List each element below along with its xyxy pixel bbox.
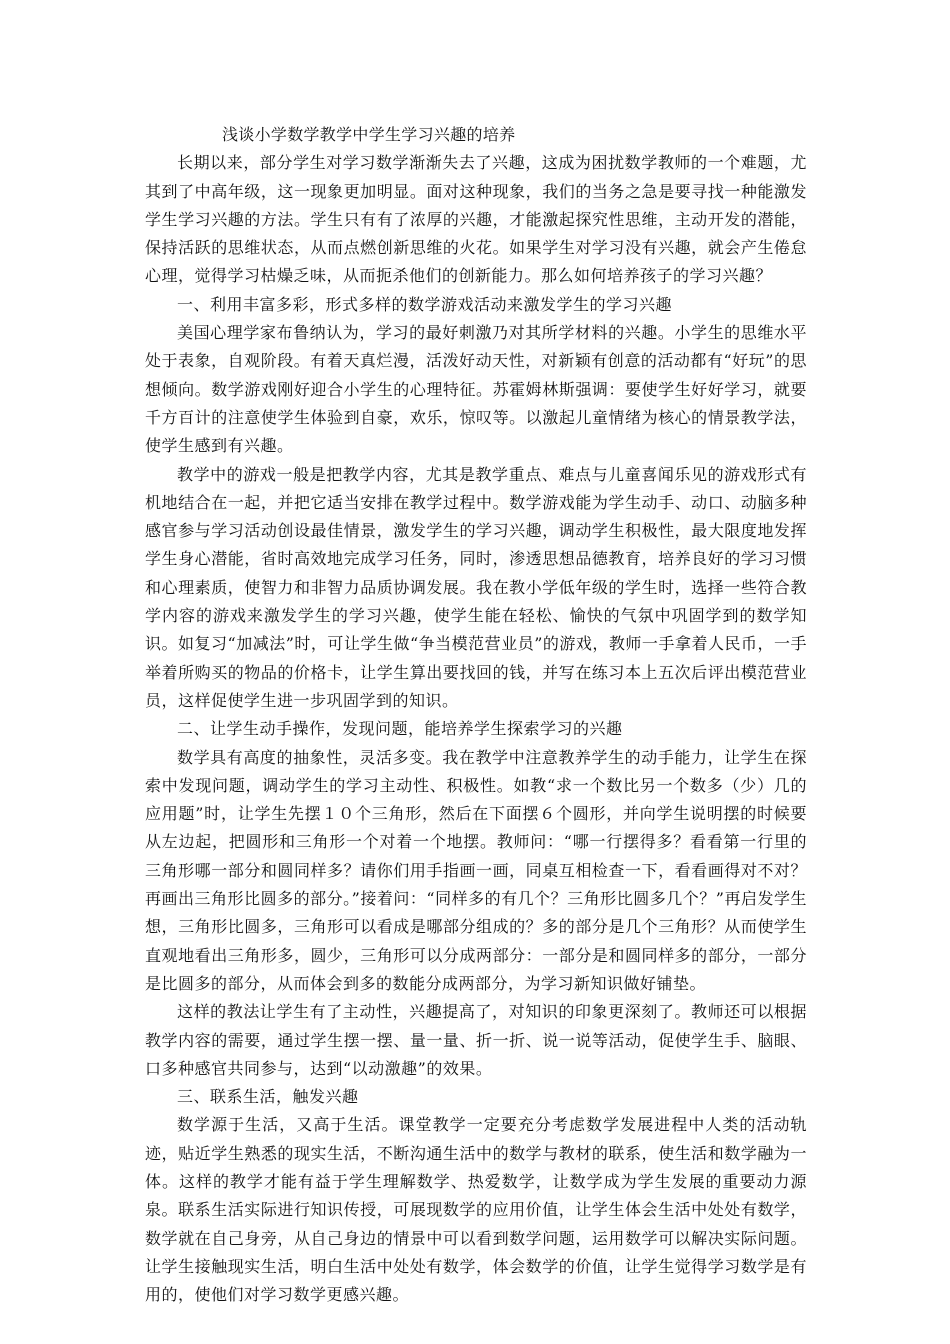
intro-paragraph: 长期以来，部分学生对学习数学渐渐失去了兴趣，这成为困扰数学教师的一个难题，尤其到了中高年级，这一现象更加明显。面对这种现象，我们的当务之急是要寻找一种能激发学生学习兴趣的方法。学生只有有了浓厚的兴趣，才能激起探究性思维，主动开发的潜能，保持活跃的思维状态，从而点燃创新思维的火花。如果学生对学习没有兴趣，就会产生倦怠心理，觉得学习枯燥乏味，从而扼杀他们的创新能力。那么如何培养孩子的学习兴趣？ (145, 153, 807, 286)
section-1-paragraph-1: 美国心理学家布鲁纳认为，学习的最好刺激乃对其所学材料的兴趣。小学生的思维水平处于表象，自观阶段。有着天真烂漫，活泼好动天性，对新颖有创意的活动都有“好玩”的思想倾向。数学游戏刚好迎合小学生的心理特征。苏霍姆林斯强调：要使学生好好学习，就要千方百计的注意使学生体验到自豪，欢乐，惊叹等。以激起儿童情绪为核心的情景教学法，使学生感到有兴趣。 (145, 323, 807, 456)
section-heading-1: 一、利用丰富多彩，形式多样的数学游戏活动来激发学生的学习兴趣 (177, 294, 673, 314)
section-heading-2: 二、让学生动手操作，发现问题，能培养学生探索学习的兴趣 (177, 719, 623, 739)
document-page (145, 121, 807, 1309)
section-3-paragraph-1: 数学源于生活，又高于生活。课堂教学一定要充分考虑数学发展进程中人类的活动轨迹，贴近学生熟悉的现实生活，不断沟通生活中的数学与教材的联系，使生活和数学融为一体。这样的教学才能有益于学生理解数学、热爱数学，让数学成为学生发展的重要动力源泉。联系生活实际进行知识传授，可展现数学的应用价值，让学生体会生活中处处有数学，数学就在自己身旁，从自己身边的情景中可以看到数学问题，运用数学可以解决实际问题。让学生接触现实生活，明白生活中处处有数学，体会数学的价值，让学生觉得学习数学是有用的，使他们对学习数学更感兴趣。 (145, 1115, 807, 1305)
section-heading-3: 三、联系生活，触发兴趣 (177, 1087, 359, 1107)
document-title: 浅谈小学数学教学中学生学习兴趣的培养 (222, 125, 516, 144)
section-2-paragraph-2: 这样的教法让学生有了主动性，兴趣提高了，对知识的印象更深刻了。教师还可以根据教学内容的需要，通过学生摆一摆、量一量、折一折、说一说等活动，促使学生手、脑眼、口多种感官共同参与，达到“以动激趣”的效果。 (145, 1002, 807, 1078)
section-1-paragraph-2: 教学中的游戏一般是把教学内容，尤其是教学重点、难点与儿童喜闻乐见的游戏形式有机地结合在一起，并把它适当安排在教学过程中。数学游戏能为学生动手、动口、动脑多种感官参与学习活动创设最佳情景，激发学生的学习兴趣，调动学生积极性，最大限度地发挥学生身心潜能，省时高效地完成学习任务，同时，渗透思想品德教育，培养良好的学习习惯和心理素质，使智力和非智力品质协调发展。我在教小学低年级的学生时，选择一些符合教学内容的游戏来激发学生的学习兴趣，使学生能在轻松、愉快的气氛中巩固学到的数学知识。如复习“加减法”时，可让学生做“争当模范营业员”的游戏，教师一手拿着人民币，一手举着所购买的物品的价格卡，让学生算出要找回的钱，并写在练习本上五次后评出模范营业员，这样促使学生进一步巩固学到的知识。 (145, 464, 807, 710)
section-2-paragraph-1: 数学具有高度的抽象性，灵活多变。我在教学中注意教养学生的动手能力，让学生在探索中发现问题，调动学生的学习主动性、积极性。如教“求一个数比另一个数多（少）几的应用题”时，让学生先摆１０个三角形，然后在下面摆６个圆形，并向学生说明摆的时候要从左边起，把圆形和三角形一个对着一个地摆。教师问：“哪一行摆得多？看看第一行里的三角形哪一部分和圆同样多？请你们用手指画一画，同桌互相检查一下，看看画得对不对？再画出三角形比圆多的部分。”接着问：“同样多的有几个？三角形比圆多几个？”再启发学生想，三角形比圆多，三角形可以看成是哪部分组成的？多的部分是几个三角形？从而使学生直观地看出三角形多，圆少，三角形可以分成两部分：一部分是和圆同样多的部分，一部分是比圆多的部分，从而体会到多的数能分成两部分，为学习新知识做好铺垫。 (145, 747, 807, 993)
